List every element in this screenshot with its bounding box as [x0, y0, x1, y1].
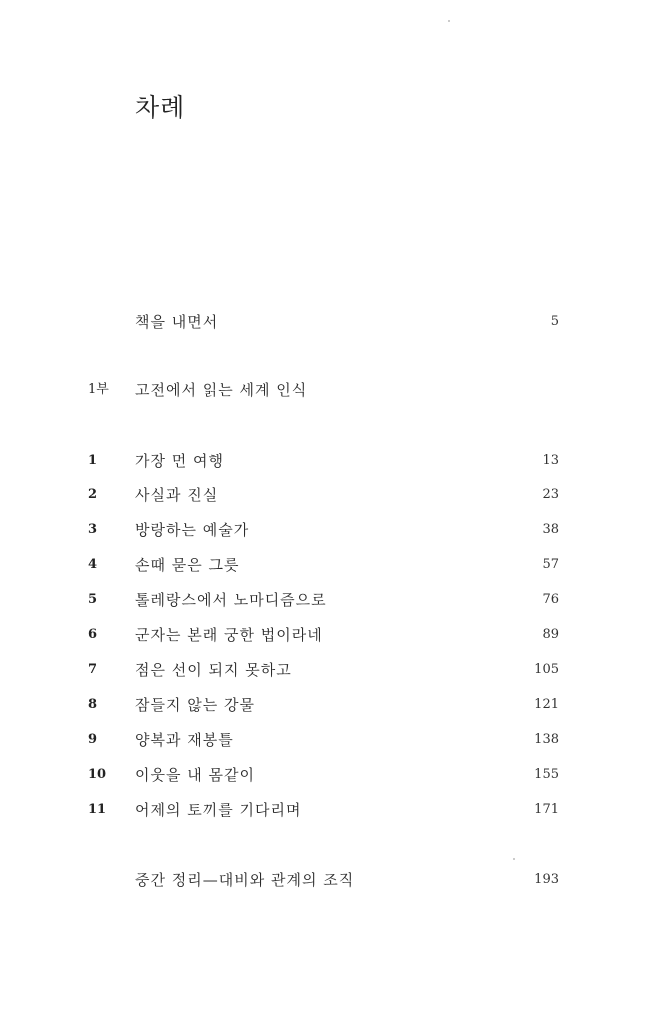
chapter-label: 사실과 진실 — [135, 486, 219, 504]
toc-entry-chapter-10[interactable] — [0, 763, 656, 787]
chapter-page: 13 — [542, 453, 559, 468]
chapter-page: 76 — [542, 592, 559, 607]
toc-entry-chapter-2[interactable] — [0, 483, 656, 507]
chapter-page: 121 — [534, 697, 559, 712]
chapter-page: 89 — [542, 627, 559, 642]
toc-entry-chapter-3[interactable] — [0, 518, 656, 542]
chapter-page: 23 — [542, 487, 559, 502]
chapter-label: 손때 묻은 그릇 — [135, 556, 240, 574]
chapter-number: 9 — [88, 732, 98, 747]
toc-entry-chapter-6[interactable] — [0, 623, 656, 647]
toc-part-heading[interactable] — [0, 378, 656, 402]
chapter-number: 3 — [88, 522, 98, 537]
chapter-number: 7 — [88, 662, 98, 677]
chapter-label: 이웃을 내 몸같이 — [135, 766, 255, 784]
chapter-label: 잠들지 않는 강물 — [135, 696, 255, 714]
page-title: 차례 — [135, 93, 186, 122]
chapter-page: 138 — [534, 732, 559, 747]
chapter-number: 2 — [88, 487, 98, 502]
chapter-number: 11 — [88, 802, 107, 817]
chapter-label: 방랑하는 예술가 — [135, 521, 250, 539]
interlude-page: 193 — [534, 872, 559, 887]
chapter-page: 105 — [534, 662, 559, 677]
chapter-label: 점은 선이 되지 못하고 — [135, 661, 292, 679]
chapter-label: 가장 먼 여행 — [135, 452, 224, 470]
toc-entry-interlude[interactable] — [0, 868, 656, 892]
scan-speck — [448, 20, 450, 22]
toc-entry-chapter-9[interactable] — [0, 728, 656, 752]
chapter-page: 155 — [534, 767, 559, 782]
chapter-number: 4 — [88, 557, 98, 572]
chapter-page: 57 — [542, 557, 559, 572]
chapter-number: 5 — [88, 592, 98, 607]
toc-entry-preface[interactable] — [0, 310, 656, 334]
toc-entry-page: 5 — [550, 314, 559, 329]
toc-entry-chapter-1[interactable] — [0, 449, 656, 473]
interlude-label: 중간 정리—대비와 관계의 조직 — [135, 871, 355, 889]
part-number: 1부 — [88, 382, 109, 397]
chapter-label: 군자는 본래 궁한 법이라네 — [135, 626, 323, 644]
chapter-label: 어제의 토끼를 기다리며 — [135, 801, 302, 819]
chapter-number: 1 — [88, 453, 98, 468]
chapter-page: 171 — [534, 802, 559, 817]
chapter-label: 양복과 재봉틀 — [135, 731, 234, 749]
chapter-number: 6 — [88, 627, 98, 642]
toc-entry-chapter-11[interactable] — [0, 798, 656, 822]
toc-entry-chapter-7[interactable] — [0, 658, 656, 682]
toc-entry-label: 책을 내면서 — [135, 313, 219, 331]
toc-entry-chapter-4[interactable] — [0, 553, 656, 577]
chapter-label: 톨레랑스에서 노마디즘으로 — [135, 591, 327, 609]
toc-entry-chapter-5[interactable] — [0, 588, 656, 612]
scan-speck — [513, 858, 515, 860]
part-label: 고전에서 읽는 세계 인식 — [135, 381, 308, 399]
chapter-page: 38 — [542, 522, 559, 537]
chapter-number: 10 — [88, 767, 107, 782]
toc-entry-chapter-8[interactable] — [0, 693, 656, 717]
chapter-number: 8 — [88, 697, 98, 712]
